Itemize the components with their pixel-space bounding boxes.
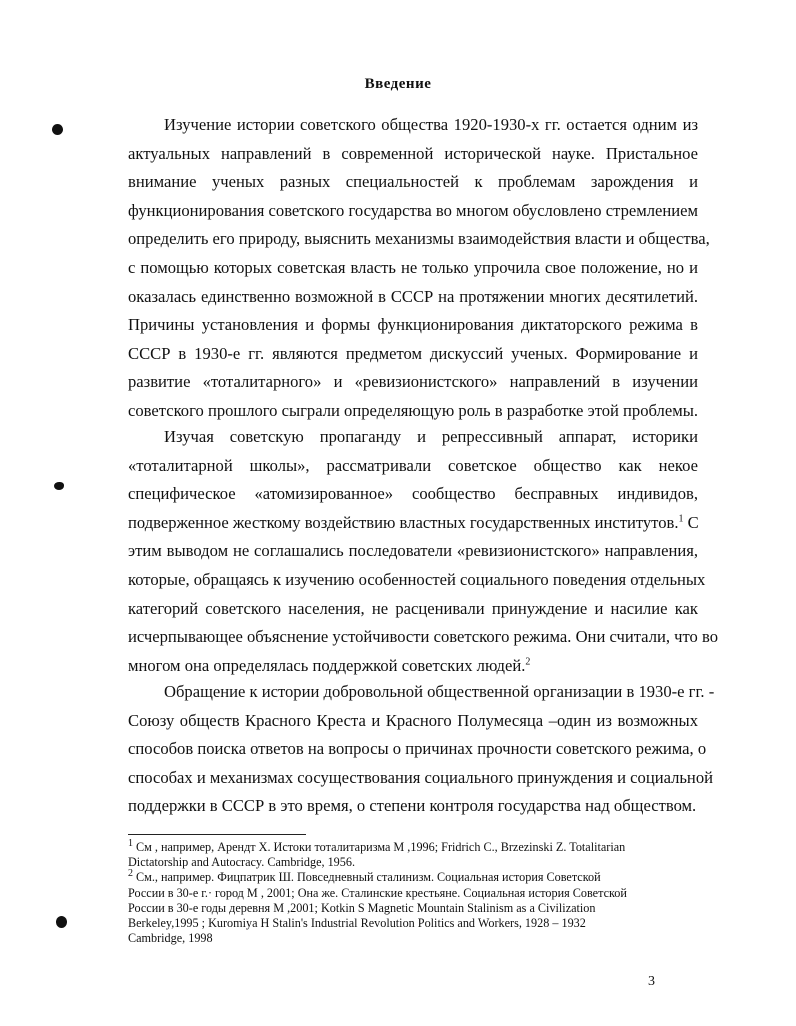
text-line: советского прошлого сыграли определяющую роль в разработке этой проблемы. (128, 400, 698, 420)
text-line-tail: С (683, 512, 699, 532)
footnote-2-line: России в 30-е годы деревня М ,2001; Kotkin S Magnetic Mountain Stalinism as a Civilization (128, 900, 596, 915)
text-line-content: подверженное жесткому воздействию властных государственных институтов. (128, 512, 679, 532)
text-line: определить его природу, выяснить механизмы взаимодействия власти и общества, (128, 229, 710, 249)
text-line: специфическое «атомизированное» сообщество бесправных индивидов, (128, 484, 698, 504)
scan-mark (52, 124, 63, 135)
footnote-2-line: Berkeley,1995 ; Kuromiya H Stalin's Industrial Revolution Politics and Workers, 1928 – 1932 (128, 916, 586, 931)
text-line: «тоталитарной школы», рассматривали советское общество как некое (128, 455, 698, 475)
paragraph-3 (128, 678, 715, 821)
text-line: Изучая советскую пропаганду и репрессивный аппарат, историки (164, 427, 698, 446)
footnote-text: См., например. Фицпатрик Ш. Повседневный сталинизм. Социальная история Советской (133, 870, 601, 885)
text-line: развитие «тоталитарного» и «ревизионистского» направлений в изучении (128, 372, 698, 392)
scan-mark (56, 916, 67, 928)
footnote-divider (128, 834, 306, 835)
footnote-1-line: Dictatorship and Autocracy. Cambridge, 1956. (128, 855, 355, 870)
text-line: оказалась единственно возможной в СССР на протяжении многих десятилетий. (128, 286, 698, 306)
text-line: функционирования советского государства во многом обусловлено стремлением (128, 200, 698, 220)
footnote-2-line: России в 30-е г.· город М , 2001; Она же. Сталинские крестьяне. Социальная история Советской (128, 885, 627, 900)
scan-mark (54, 482, 64, 490)
text-line (128, 509, 698, 538)
footnote-mark-1: 1 (128, 837, 133, 849)
footnote-1-line (128, 837, 668, 855)
text-line: Причины установления и формы функционирования диктаторского режима в (128, 315, 698, 335)
footnote-mark-2: 2 (128, 868, 133, 880)
page-title: Введение (364, 76, 432, 92)
text-line: поддержки в СССР в это время, о степени контроля государства над обществом. (128, 796, 697, 816)
footnotes (128, 837, 668, 946)
text-line-content: многом она определялась поддержкой советских людей. (128, 655, 526, 675)
page-number: 3 (648, 974, 655, 989)
text-line (128, 652, 698, 681)
text-line: способов поиска ответов на вопросы о причинах прочности советского режима, о (128, 739, 707, 759)
text-line: категорий советского населения, не расценивали принуждение и насилие как (128, 598, 698, 618)
footnote-ref-1: 1 (678, 513, 684, 525)
footnote-2-line (128, 870, 668, 885)
text-line: Обращение к истории добровольной общественной организации в 1930-е гг. - (164, 682, 715, 701)
text-line: Изучение истории советского общества 1920-1930-х гг. остается одним из (164, 115, 698, 134)
text-line: Союзу обществ Красного Креста и Красного Полумесяца –один из возможных (128, 710, 698, 730)
text-line: этим выводом не соглашались последователи «ревизионистского» направления, (128, 541, 698, 561)
text-line: с помощью которых советская власть не только упрочила свое положение, но и (128, 257, 698, 277)
footnote-ref-2: 2 (525, 656, 531, 668)
text-line: исчерпывающее объяснение устойчивости советского режима. Они считали, что во (128, 627, 718, 647)
footnote-2-line: Cambridge, 1998 (128, 931, 213, 946)
paragraph-2 (128, 423, 718, 680)
text-line: актуальных направлений в современной исторической науке. Пристальное (128, 143, 698, 163)
footnote-text: См , например, Арендт Х. Истоки тоталитаризма М ,1996; Fridrich C., Brzezinski Z. Totalitarian (133, 840, 626, 854)
text-line: которые, обращаясь к изучению особенностей социального поведения отдельных (128, 569, 706, 589)
paragraph-1 (128, 111, 710, 426)
text-line: способах и механизмах сосуществования социального принуждения и социальной (128, 767, 713, 787)
text-line: СССР в 1930-е гг. являются предметом дискуссий ученых. Формирование и (128, 343, 698, 363)
text-line: внимание ученых разных специальностей к проблемам зарождения и (128, 172, 698, 192)
